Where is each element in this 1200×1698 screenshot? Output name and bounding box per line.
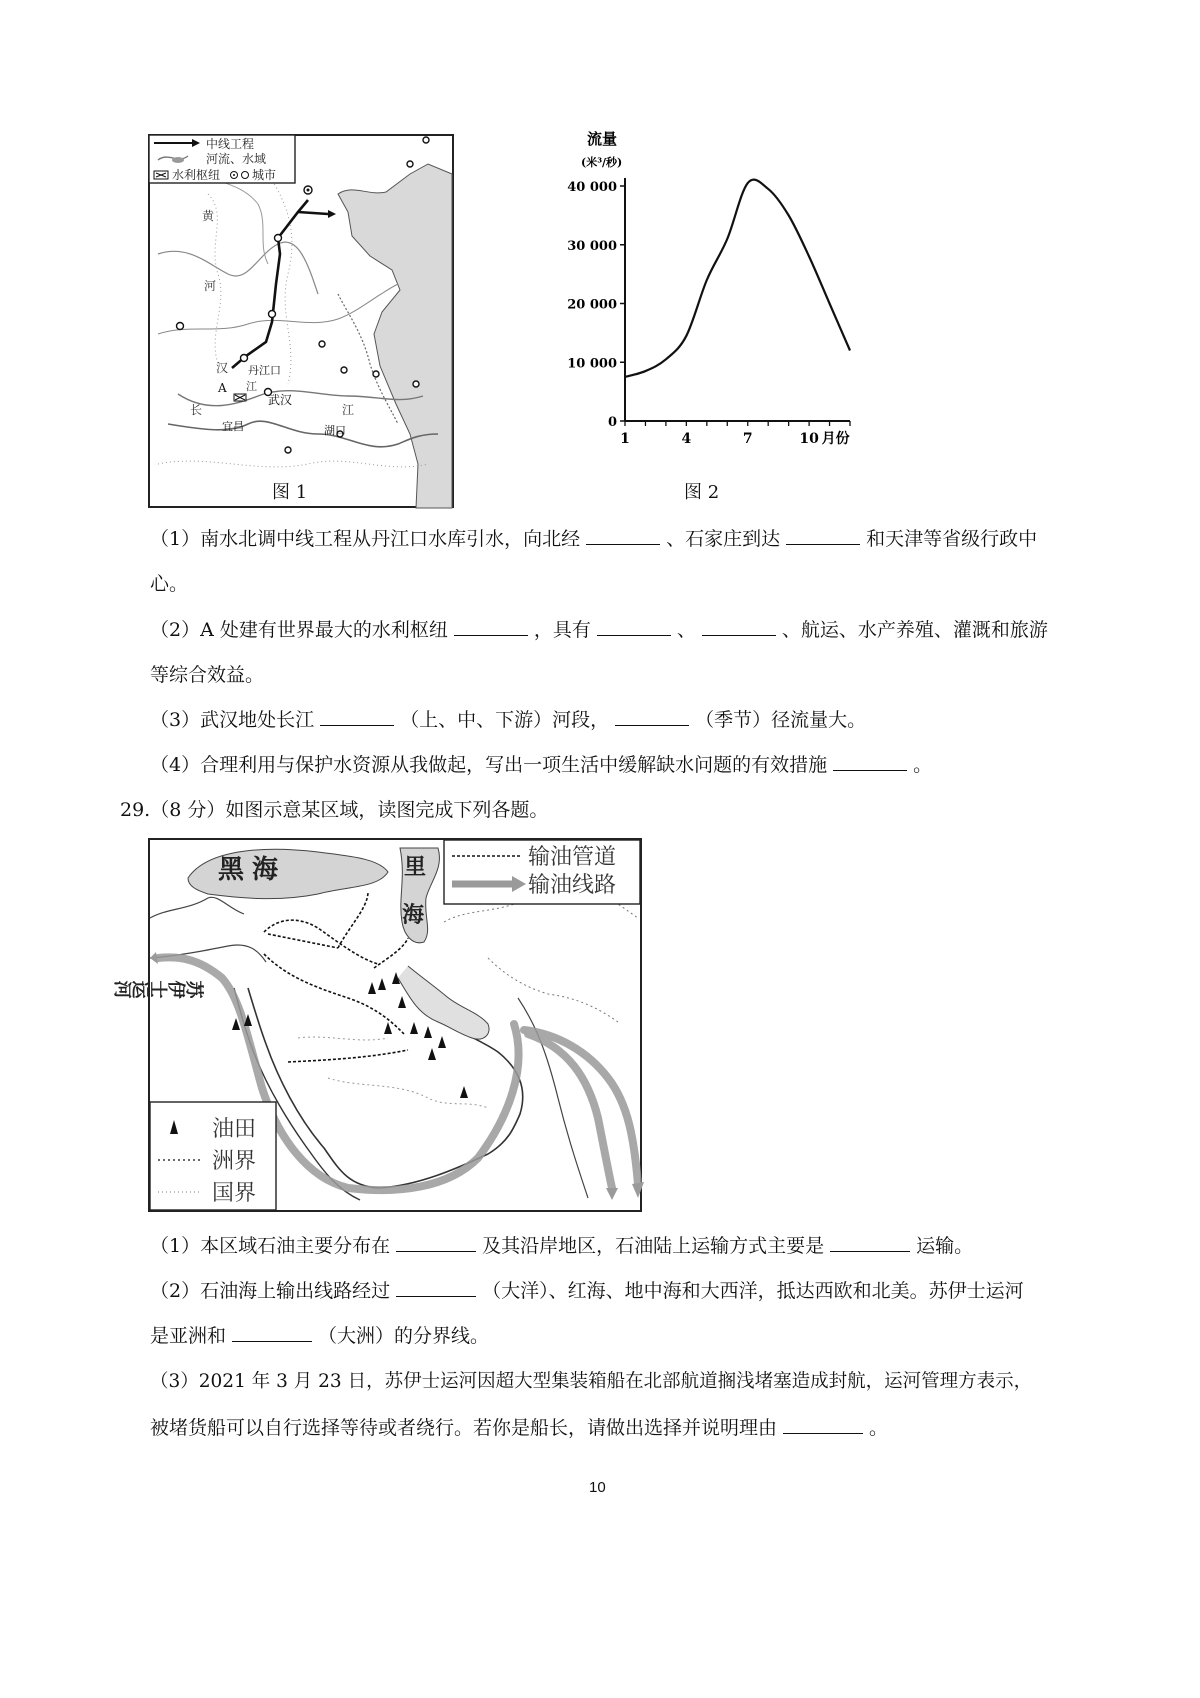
answer-blank[interactable]: [454, 617, 528, 636]
legend-country-text: 国界: [212, 1181, 257, 1206]
answer-blank[interactable]: [232, 1323, 312, 1342]
x-axis-title: 月份: [821, 431, 850, 447]
q29-part3-line1: （3）2021 年 3 月 23 日，苏伊士运河因超大型集装箱船在北部航道搁浅堵塞造成封航，运河管理方表示，: [150, 1371, 1033, 1392]
y-tick-label: 30 000: [567, 238, 617, 254]
q28-part3: （3）武汉地处长江 （上、中、下游）河段， （季节）径流量大。: [150, 709, 867, 731]
q29-part2-line1: （2）石油海上输出线路经过 （大洋）、红海、地中海和大西洋，抵达西欧和北美。苏伊士运河: [150, 1280, 1024, 1302]
runoff-series-line: [625, 180, 850, 377]
q28-part1-line1: （1）南水北调中线工程从丹江口水库引水，向北经 、石家庄到达 和天津等省级行政中: [150, 528, 1038, 550]
answer-blank[interactable]: [615, 707, 689, 726]
middle-east-map: [114, 838, 642, 1212]
y-axis-unit: (米³/秒): [581, 156, 623, 169]
label-yichang: 宜昌: [222, 420, 244, 433]
black-sea-char1: 黑: [218, 855, 245, 885]
y-tick-label: 40 000: [567, 180, 617, 195]
answer-blank[interactable]: [783, 1415, 863, 1434]
label-he: 河: [204, 279, 217, 293]
legend-water-text: 河流、水域: [206, 152, 267, 166]
legend-route-text: 中线工程: [206, 137, 255, 151]
figure1-map: [148, 134, 454, 508]
label-danjiangkou: 丹江口: [248, 364, 281, 377]
q28-part1-line2: 心。: [150, 573, 189, 595]
q28-part4: （4）合理利用与保护水资源从我做起，写出一项生活中缓解缺水问题的有效措施 。: [150, 754, 933, 776]
answer-blank[interactable]: [786, 526, 860, 545]
x-tick-label: 10: [799, 431, 819, 447]
answer-blank[interactable]: [586, 526, 660, 545]
caspian-char2: 海: [402, 902, 425, 928]
x-tick-label: 1: [620, 431, 630, 447]
answer-blank[interactable]: [830, 1233, 910, 1252]
q29-part2-line2: 是亚洲和 （大洲）的分界线。: [150, 1325, 490, 1347]
figure2-caption: 图 2: [684, 482, 720, 503]
q29-part3-line2: 被堵货船可以自行选择等待或者绕行。若你是船长，请做出选择并说明理由 。: [150, 1417, 889, 1439]
suez-label: 苏伊士运河: [114, 977, 204, 999]
answer-blank[interactable]: [396, 1233, 476, 1252]
label-jiang-left: 江: [246, 380, 257, 393]
label-han: 汉: [216, 361, 229, 375]
q28-part2-line2: 等综合效益。: [150, 664, 265, 686]
label-wuhan: 武汉: [268, 393, 293, 407]
figure1-caption: 图 1: [272, 482, 308, 503]
y-tick-label: 0: [607, 415, 617, 430]
black-sea-char2: 海: [252, 855, 279, 885]
q28-part2-line1: （2）A 处建有世界最大的水利枢纽 ，具有 、 、航运、水产养殖、灌溉和旅游: [150, 619, 1048, 641]
figure2-chart: [560, 128, 870, 468]
answer-blank[interactable]: [597, 617, 671, 636]
legend-city-text: 城市: [252, 168, 277, 182]
y-tick-label: 20 000: [567, 297, 617, 313]
y-tick-label: 10 000: [567, 356, 617, 372]
answer-blank[interactable]: [320, 707, 394, 726]
label-jiang-right: 江: [342, 403, 355, 417]
answer-blank[interactable]: [833, 752, 907, 771]
legend-oilfield-text: 油田: [212, 1117, 257, 1142]
y-axis-title: 流量: [587, 130, 618, 148]
legend-pipeline-text: 输油管道: [528, 845, 617, 870]
caspian-char1: 里: [404, 854, 427, 880]
legend-route-text: 输油线路: [528, 873, 617, 898]
answer-blank[interactable]: [396, 1278, 476, 1297]
x-tick-label: 7: [742, 431, 753, 447]
answer-blank[interactable]: [702, 617, 776, 636]
label-hukou: 湖口: [324, 424, 346, 437]
label-huang: 黄: [202, 209, 215, 223]
label-chang: 长: [190, 403, 203, 417]
legend-hub-text: 水利枢纽: [172, 168, 221, 182]
page-number: 10: [589, 1479, 606, 1496]
q29-heading: 29.（8 分）如图示意某区域，读图完成下列各题。: [120, 799, 549, 821]
q29-part1: （1）本区域石油主要分布在 及其沿岸地区，石油陆上运输方式主要是 运输。: [150, 1235, 974, 1257]
label-a: A: [218, 381, 227, 395]
x-tick-label: 4: [681, 431, 692, 447]
legend-continent-text: 洲界: [212, 1149, 257, 1174]
